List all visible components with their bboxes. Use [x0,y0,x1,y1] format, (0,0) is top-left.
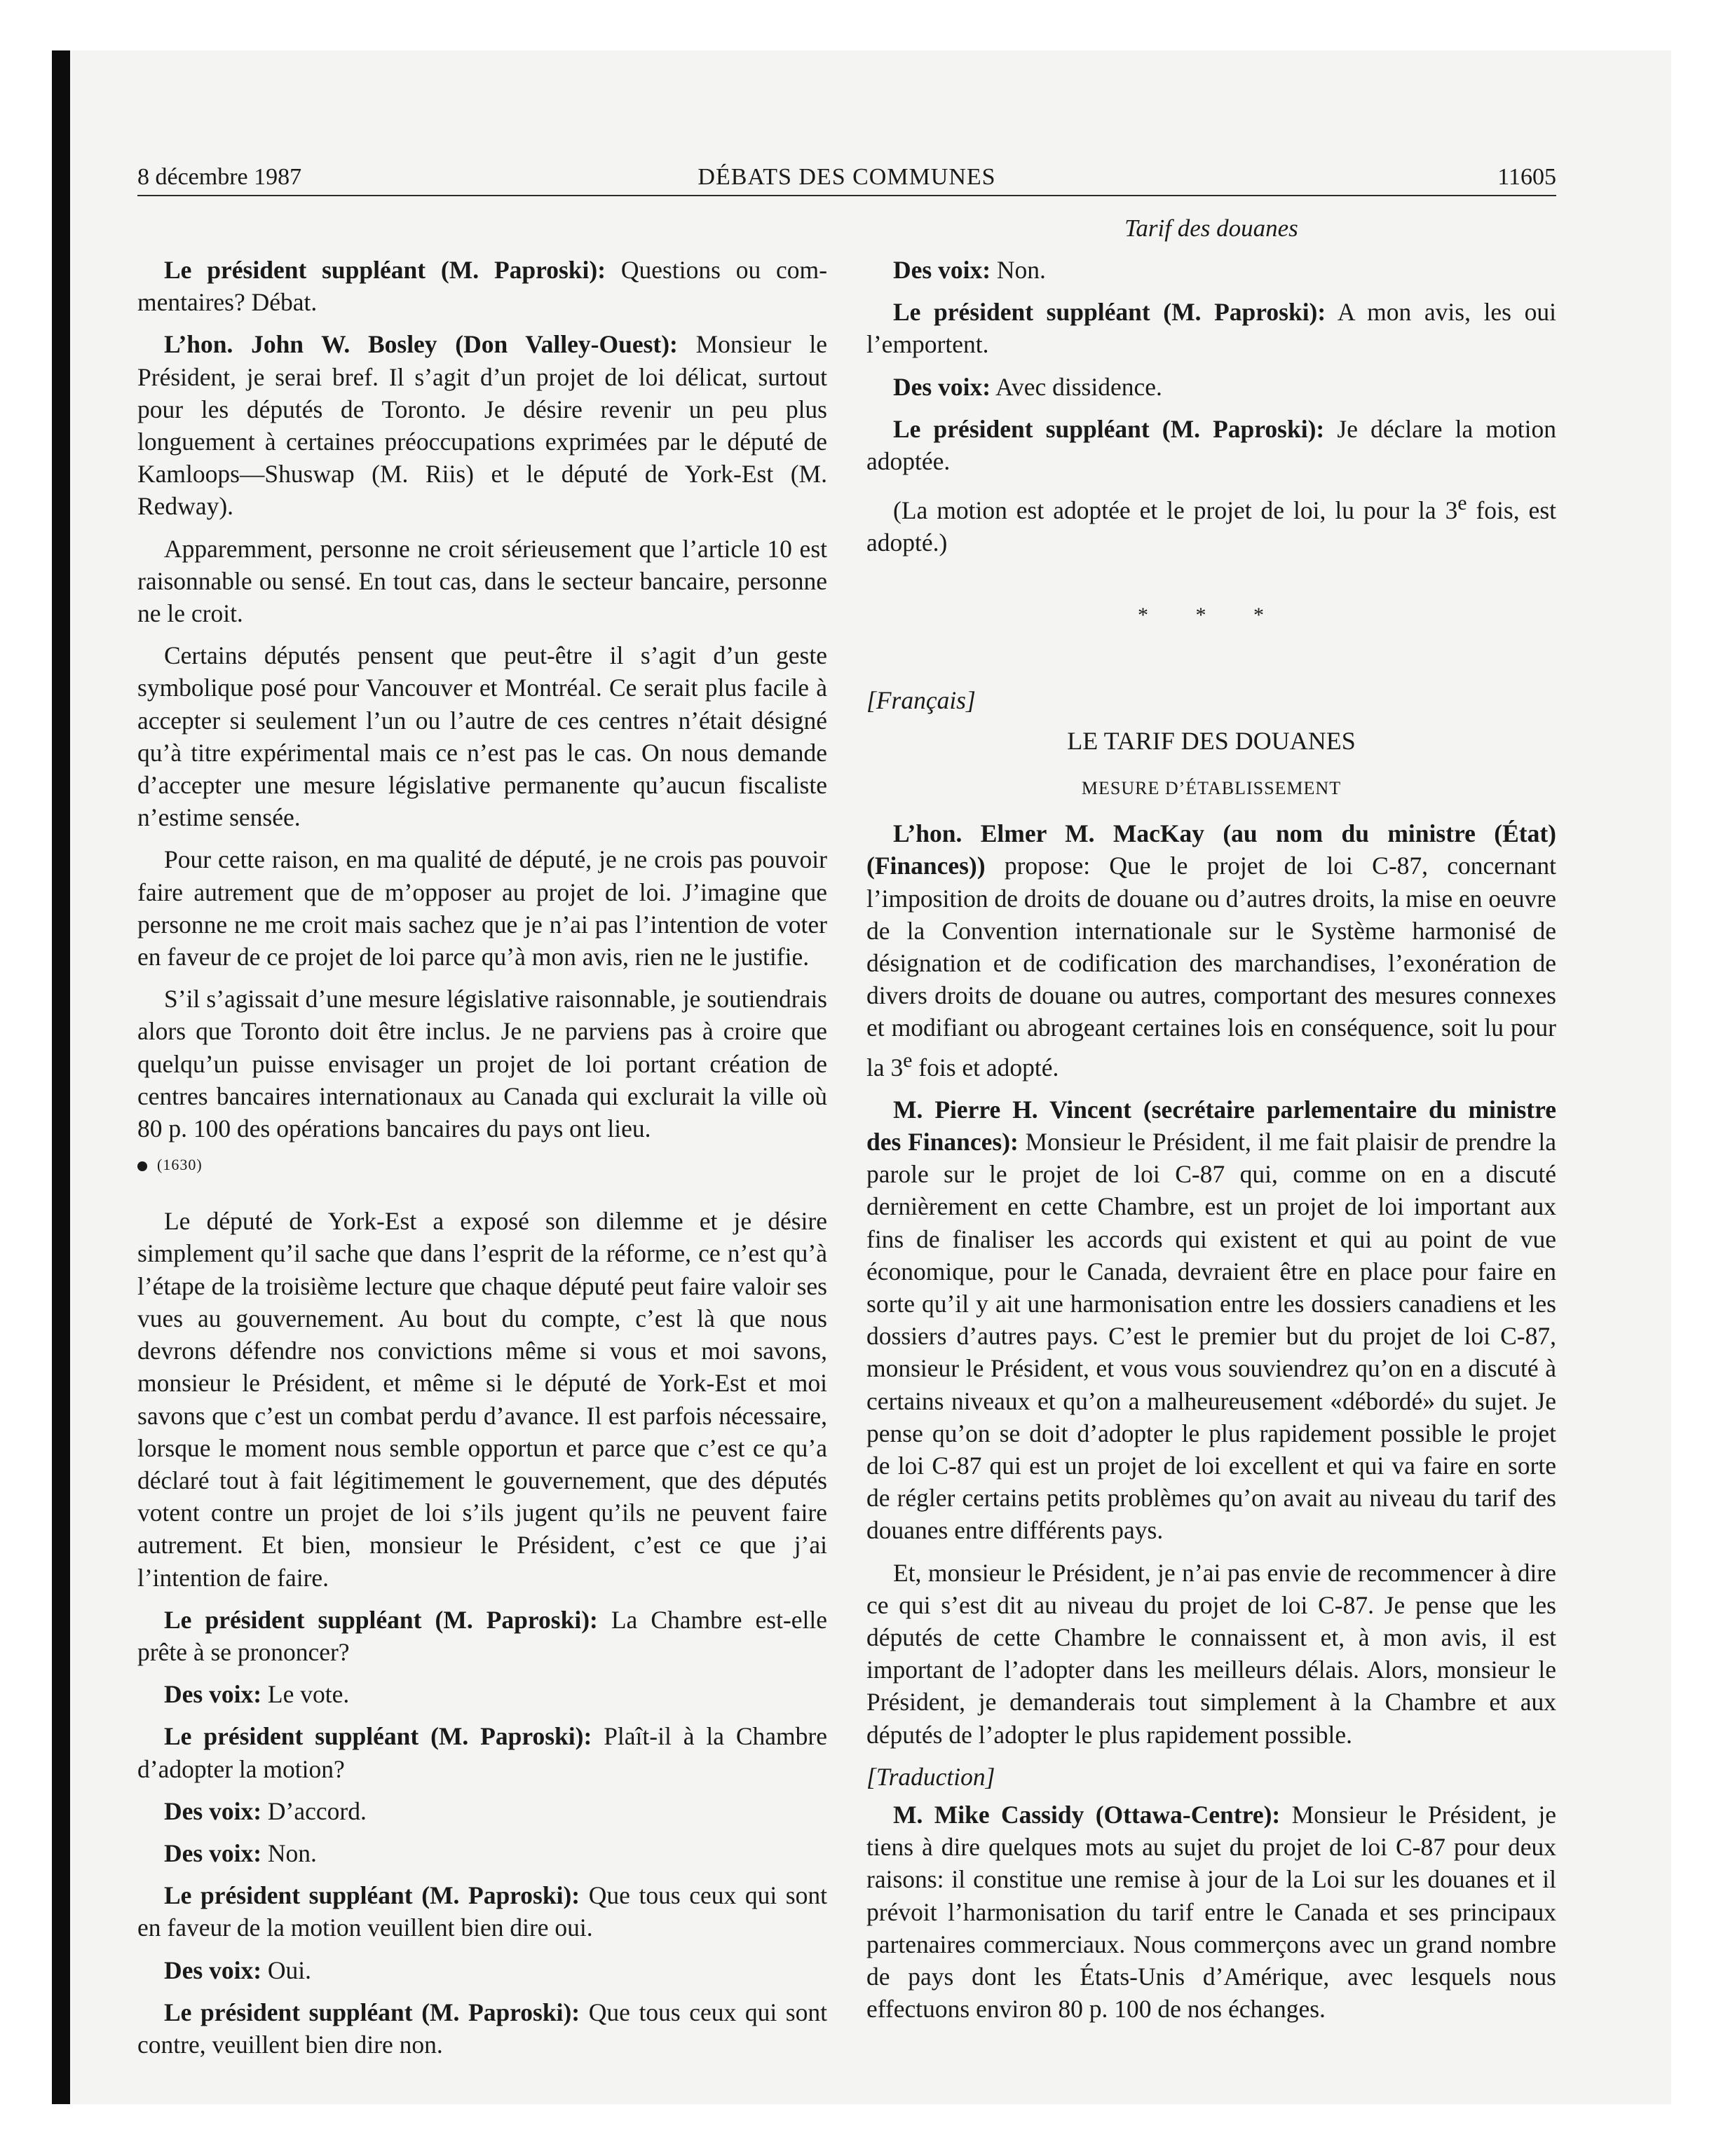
speech-text: La Chambre est-elle prête à se prononcer? [137,1605,827,1666]
right-column [866,254,1556,2035]
paragraph: Pour cette raison, en ma qualité de député, je ne crois pas pouvoir faire autrement que de m’opposer au projet de loi. J’imagine que personne ne me croit mais sachez que je n’ai pas l’intention de voter en faveur de ce projet de loi parce qu’à mon avis, rien ne le justifie. [137,845,827,971]
bullet-icon [137,1161,147,1171]
speaker-name: M. Mike Cassidy (Ottawa-Centre): [893,1800,1281,1829]
speaker-name: Le président suppléant (M. Paproski): [164,1722,592,1751]
superscript: e [903,1049,913,1072]
paragraph [866,817,1556,1083]
paragraph: Apparemment, personne ne croit sérieusement que l’article 10 est raisonnable ou sensé. En tout cas, dans le secteur bancaire, personne ne le croit. [137,534,827,628]
speech-text: Je déclare la motion adoptée. [866,414,1556,476]
paragraph [866,254,1556,286]
speech-text: Questions ou commentaires? Débat. [137,256,828,317]
paragraph [137,1837,827,1869]
scan-binding-edge [52,50,70,2104]
superscript: e [1457,492,1467,515]
paragraph [137,1678,827,1710]
page-header [137,164,1556,196]
paragraph [137,1954,827,1986]
time-marker [137,1154,827,1175]
speech-text: D’accord. [261,1796,367,1825]
paragraph [866,371,1556,403]
paragraph: Et, monsieur le Président, je n’ai pas envie de recommencer à dire ce qui s’est dit au niveau du projet de loi C-87. Je pense que les députés de cette Chambre le connaissent et, à mon avis, il est important de l’adopter dans les meilleurs délais. Alors, monsieur le Président, je demanderais tout simplement à la Chambre et aux députés de l’adopter le plus rapidement possible. [866,1558,1556,1749]
paragraph [866,1799,1556,2025]
paragraph [137,1720,827,1785]
speech-text: A mon avis, les oui l’emportent. [866,298,1556,359]
paragraph [137,1795,827,1827]
paragraph [866,1093,1556,1547]
speech-text: Le vote. [261,1680,350,1709]
section-subtitle: MESURE D’ÉTABLISSEMENT [1081,778,1342,799]
time-marker-text: (1630) [157,1156,203,1174]
speech-text: Que tous ceux qui sont en faveur de la motion veuillent bien dire oui. [137,1881,827,1942]
language-tag: [Traduction] [866,1762,995,1791]
paragraph [137,1996,827,2061]
speaker-name: Le président suppléant (M. Paproski): [164,256,606,284]
speech-text: fois et adopté. [912,1053,1059,1082]
paragraph: S’il s’agissait d’une mesure législative raisonnable, je soutiendrais alors que Toronto doit être inclus. Je ne parviens pas à croire que quelqu’un puisse envisager un projet de loi portant création de centres bancaires internationaux au Canada qui exclurait la ville où 80 p. 100 des opérations bancaires du pays ont lieu. [137,985,827,1143]
header-rule [137,195,1556,196]
speech-text: (La motion est adoptée et le projet de loi, lu pour la 3 [893,496,1458,525]
speaker-name: Des voix: [164,1796,262,1825]
running-head: Tarif des douanes [1124,214,1298,242]
paragraph [137,1604,827,1668]
speaker-name: Des voix: [164,1680,262,1709]
speaker-name: Des voix: [893,372,991,401]
speaker-name: Le président suppléant (M. Paproski): [164,1998,580,2026]
speech-text: Avec dissidence. [991,372,1162,401]
header-page-number: 11605 [1497,164,1556,190]
speaker-name: L’hon. John W. Bosley (Don Valley-Ouest): [164,330,678,359]
speech-text: Que tous ceux qui sont contre, veuillent bien dire non. [137,1998,827,2059]
header-title: DÉBATS DES COMMUNES [698,164,996,190]
speech-text: Monsieur le Président, je serai bref. Il s’agit d’un projet de loi délicat, surtout pour les députés de Toronto. Je désire revenir un peu plus longuement à certaines préoccupations exprimées par le député de Kamloops—Shuswap (M. Riis) et le député de York-Est (M. Redway). [137,330,827,521]
paragraph: Certains députés pensent que peut-être il s’agit d’un geste symbolique posé pour Vancouver et Montréal. Ce serait plus facile à accepter si seulement l’un ou l’autre de ces centres n’était désigné qu’à titre expérimental mais ce n’est pas le cas. On nous demande d’accepter une mesure législative permanente qu’aucun fiscaliste n’estime sensée. [137,641,827,832]
speaker-name: Des voix: [893,256,991,284]
paragraph [866,487,1556,559]
section-separator: * * * [1138,603,1285,627]
speech-text: fois, est adopté.) [866,496,1556,557]
left-column [137,254,827,2070]
speaker-name: L’hon. Elmer M. MacKay (au nom du ministre (État) (Finances)) [866,819,1556,880]
speech-text: propose: Que le projet de loi C-87, concernant l’imposition de droits de douane ou d’autres droits, la mise en oeuvre de la Convention internationale sur le Système harmonisé de désignation et de codification des marchandises, l’exonération de divers droits de douane ou autres, comportant des mesures connexes et modifiant ou abrogeant certaines lois en conséquence, soit lu pour la 3 [866,852,1556,1082]
paragraph [137,328,827,522]
speech-text: Non. [261,1838,317,1867]
speaker-name: Des voix: [164,1956,262,1984]
speech-text: Monsieur le Président, il me fait plaisir de prendre la parole sur le projet de loi C-87 qui, comme on en a discuté dernièrement en cette Chambre, est un projet de loi important aux fins de finaliser les accords qui existent et qui au point de vue économique, pour le Canada, devraient être en place pour faire en sorte qu’il y ait une harmonisation entre les dossiers canadiens et les dossiers d’autres pays. C’est le premier but du projet de loi C-87, monsieur le Président, et vous vous souviendrez qu’on en a discuté à certains niveaux et qu’on a malheureusement «débordé» du sujet. Je pense qu’on se doit d’adopter le plus rapidement possible le projet de loi C-87 qui est un projet de loi excellent et qui va faire en sorte de régler certains petits problèmes qu’on avait au niveau du tarif des douanes entre différents pays. [866,1127,1556,1545]
section-title: LE TARIF DES DOUANES [1067,726,1356,755]
paragraph [866,413,1556,477]
paragraph [137,254,827,318]
speech-text: Plaît-il à la Chambre d’adopter la motion? [137,1722,827,1783]
paragraph [866,296,1556,360]
speaker-name: M. Pierre H. Vincent (secrétaire parlementaire du ministre des Finances): [866,1095,1556,1156]
speaker-name: Des voix: [164,1838,262,1867]
speech-text: Non. [991,256,1046,284]
header-date: 8 décembre 1987 [137,164,302,190]
speech-text: Monsieur le Président, je tiens à dire quelques mots au sujet du projet de loi C-87 pour deux raisons: il constitue une remise à jour de la Loi sur les douanes et il prévoit l’harmonisation du tarif entre le Canada et ses principaux partenaires commerciaux. Nous commerçons avec un grand nombre de pays dont les États-Unis d’Amérique, avec lesquels nous effectuons environ 80 p. 100 de nos échanges. [866,1800,1556,2024]
language-tag: [Français] [866,685,976,714]
speaker-name: Le président suppléant (M. Paproski): [164,1605,598,1634]
speaker-name: Le président suppléant (M. Paproski): [893,298,1326,327]
paragraph: Le député de York-Est a exposé son dilemme et je désire simplement qu’il sache que dans l’esprit de la réforme, ce n’est qu’à l’étape de la troisième lecture que chaque député peut faire valoir ses vues au gouvernement. Au bout du compte, c’est là que nous devrons défendre nos convictions même si vous et moi savons, monsieur le Président, et même si le député de York-Est et moi savons que c’est un combat perdu d’avance. Il est parfois nécessaire, lorsque le moment nous semble opportun et parce que c’est ce qu’a déclaré tout à fait légitimement le gouvernement, que des députés votent contre un projet de loi s’ils jugent qu’ils ne peuvent faire autrement. Et bien, monsieur le Président, c’est ce que j’ai l’intention de faire. [137,1207,827,1592]
paragraph [137,1879,827,1944]
speaker-name: Le président suppléant (M. Paproski): [164,1881,580,1910]
speaker-name: Le président suppléant (M. Paproski): [893,414,1325,443]
speech-text: Oui. [261,1956,312,1984]
